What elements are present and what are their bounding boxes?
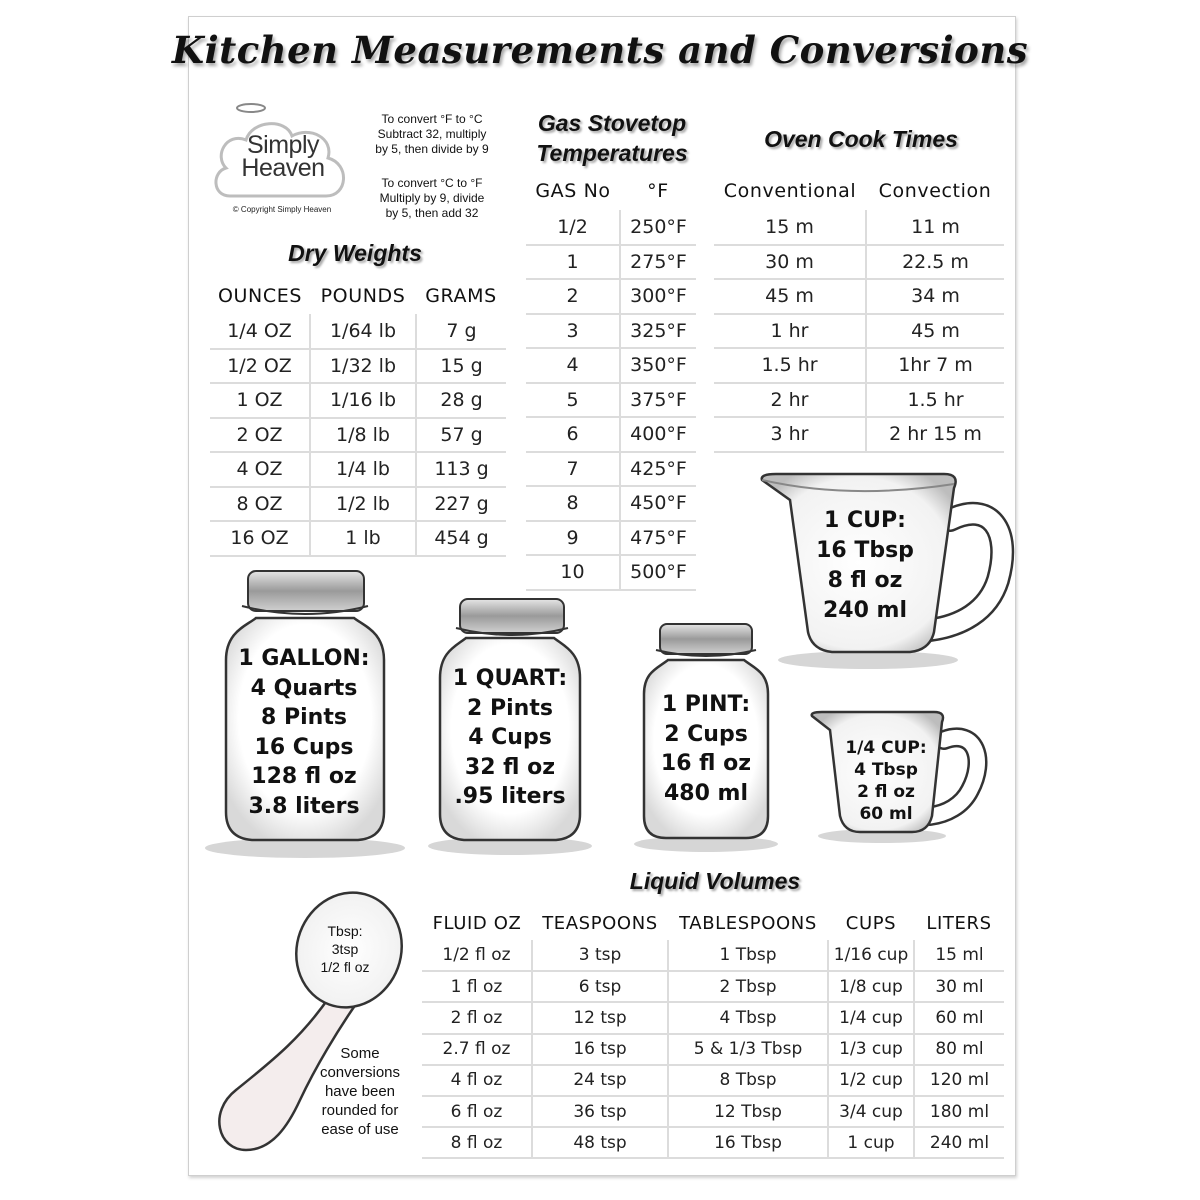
table-row <box>210 418 506 453</box>
table-cell: 16 OZ <box>210 521 310 556</box>
table-cell: 2 fl oz <box>422 1002 532 1033</box>
table-cell: 454 g <box>416 521 506 556</box>
table-cell: 4 <box>526 348 620 383</box>
table-cell: 9 <box>526 521 620 556</box>
table-cell: 30 m <box>714 245 866 280</box>
rounding-note-line: Some <box>340 1045 380 1062</box>
table-row <box>526 279 696 314</box>
table-cell: 400°F <box>620 417 696 452</box>
column-header: CUPS <box>845 912 897 934</box>
cup-line: 240 ml <box>822 598 908 623</box>
table-cell: 1 Tbsp <box>668 940 828 971</box>
table-cell: 1hr 7 m <box>866 348 1004 383</box>
gallon-label <box>222 644 386 821</box>
table-cell: 8 Tbsp <box>668 1065 828 1096</box>
pint-label <box>644 690 768 808</box>
table-row <box>526 521 696 556</box>
rounding-note <box>300 1044 420 1139</box>
table-cell: 4 OZ <box>210 452 310 487</box>
table-cell: 6 <box>526 417 620 452</box>
table-cell: 250°F <box>620 210 696 245</box>
tbsp-line: Tbsp: <box>327 923 363 939</box>
f-to-c-line: Subtract 32, multiply <box>377 127 487 141</box>
tbsp-line: 3tsp <box>331 941 359 957</box>
table-cell: 12 tsp <box>532 1002 668 1033</box>
table-cell: 6 fl oz <box>422 1096 532 1127</box>
table-cell: 34 m <box>866 279 1004 314</box>
table-cell: 1/64 lb <box>310 314 416 349</box>
dry-weights-body <box>210 314 506 556</box>
table-cell: 8 <box>526 486 620 521</box>
c-to-f-title: To convert °C to °F <box>381 176 483 190</box>
c-to-f-note <box>362 176 502 221</box>
table-cell: 1/2 fl oz <box>422 940 532 971</box>
table-cell: 7 <box>526 452 620 487</box>
table-cell: 16 tsp <box>532 1034 668 1065</box>
liquid-body <box>422 940 1004 1158</box>
table-row <box>210 349 506 384</box>
table-cell: 28 g <box>416 383 506 418</box>
table-cell: 1/3 cup <box>828 1034 914 1065</box>
table-cell: 15 g <box>416 349 506 384</box>
rounding-note-line: have been <box>324 1083 396 1100</box>
page-title: Kitchen Measurements and Conversions <box>171 28 1029 72</box>
table-cell: 1.5 hr <box>714 348 866 383</box>
table-row <box>714 348 1004 383</box>
f-to-c-title: To convert °F to °C <box>381 112 483 126</box>
table-cell: 1/8 lb <box>310 418 416 453</box>
table-cell: 1/16 cup <box>828 940 914 971</box>
table-cell: 1/2 OZ <box>210 349 310 384</box>
column-header: TEASPOONS <box>542 912 658 934</box>
tbsp-line: 1/2 fl oz <box>320 959 370 975</box>
table-cell: 375°F <box>620 383 696 418</box>
table-cell: 4 Tbsp <box>668 1002 828 1033</box>
table-row <box>210 487 506 522</box>
quart-line: 32 fl oz <box>464 754 556 780</box>
copyright: © Copyright Simply Heaven <box>232 205 332 214</box>
cup-line: 1 CUP: <box>824 508 906 533</box>
f-to-c-note <box>362 112 502 157</box>
table-row <box>526 417 696 452</box>
column-header: FLUID OZ <box>432 912 522 934</box>
logo <box>222 131 344 182</box>
table-cell: 15 m <box>714 210 866 245</box>
table-cell: 48 tsp <box>532 1127 668 1158</box>
table-row <box>422 971 1004 1002</box>
column-header: °F <box>647 180 669 202</box>
table-cell: 2 hr <box>714 383 866 418</box>
column-header: Convection <box>878 180 992 202</box>
table-cell: 16 Tbsp <box>668 1127 828 1158</box>
table-cell: 1.5 hr <box>866 383 1004 418</box>
f-to-c-line: by 5, then divide by 9 <box>375 142 489 156</box>
tbsp-label <box>300 922 390 976</box>
table-cell: 425°F <box>620 452 696 487</box>
table-row <box>714 383 1004 418</box>
quart-line: 1 QUART: <box>452 666 568 691</box>
quarter-cup-label <box>826 737 946 825</box>
table-cell: 6 tsp <box>532 971 668 1002</box>
column-header: POUNDS <box>320 285 406 307</box>
table-cell: 1/16 lb <box>310 383 416 418</box>
table-cell: 3 tsp <box>532 940 668 971</box>
gallon-line: 4 Quarts <box>250 675 358 701</box>
logo-line-2: Heaven <box>241 154 325 182</box>
table-row <box>714 210 1004 245</box>
table-row <box>714 314 1004 349</box>
table-row <box>210 452 506 487</box>
table-cell: 1/2 lb <box>310 487 416 522</box>
table-row <box>526 245 696 280</box>
table-cell: 11 m <box>866 210 1004 245</box>
table-row <box>422 1096 1004 1127</box>
gas-title <box>510 108 714 168</box>
table-row <box>526 486 696 521</box>
table-cell: 22.5 m <box>866 245 1004 280</box>
table-cell: 1 lb <box>310 521 416 556</box>
pint-line: 2 Cups <box>664 721 748 747</box>
table-cell: 60 ml <box>914 1002 1004 1033</box>
table-cell: 325°F <box>620 314 696 349</box>
table-cell: 2 Tbsp <box>668 971 828 1002</box>
gas-body <box>526 210 696 590</box>
pint-line: 480 ml <box>663 780 749 806</box>
table-cell: 10 <box>526 555 620 590</box>
gallon-line: 16 Cups <box>254 734 354 760</box>
table-cell: 45 m <box>714 279 866 314</box>
table-cell: 3/4 cup <box>828 1096 914 1127</box>
table-cell: 2 hr 15 m <box>866 417 1004 452</box>
table-cell: 8 fl oz <box>422 1127 532 1158</box>
dry-weights-title: Dry Weights <box>288 240 422 266</box>
table-cell: 45 m <box>866 314 1004 349</box>
table-row <box>714 279 1004 314</box>
table-cell: 300°F <box>620 279 696 314</box>
table-cell: 15 ml <box>914 940 1004 971</box>
gallon-line: 1 GALLON: <box>238 646 370 671</box>
pint-line: 1 PINT: <box>661 692 751 717</box>
column-header: Conventional <box>723 180 857 202</box>
quart-line: .95 liters <box>454 784 566 809</box>
table-row <box>526 452 696 487</box>
table-cell: 4 fl oz <box>422 1065 532 1096</box>
gas-title-line: Gas Stovetop <box>537 110 687 136</box>
dry-weights-table <box>210 278 506 557</box>
cup-line: 8 fl oz <box>827 568 903 593</box>
table-cell: 2.7 fl oz <box>422 1034 532 1065</box>
table-cell: 7 g <box>416 314 506 349</box>
table-row <box>714 417 1004 452</box>
column-header: GRAMS <box>425 285 497 307</box>
column-header: OUNCES <box>217 285 302 307</box>
table-row <box>422 1002 1004 1033</box>
cup-label <box>780 506 950 626</box>
table-cell: 57 g <box>416 418 506 453</box>
quarter-cup-line: 1/4 CUP: <box>845 738 927 758</box>
table-cell: 113 g <box>416 452 506 487</box>
table-cell: 350°F <box>620 348 696 383</box>
quarter-cup-line: 60 ml <box>859 804 913 824</box>
column-header: LITERS <box>926 912 992 934</box>
table-cell: 80 ml <box>914 1034 1004 1065</box>
oven-table <box>714 172 1004 453</box>
table-cell: 1 OZ <box>210 383 310 418</box>
oven-body <box>714 210 1004 452</box>
table-cell: 8 OZ <box>210 487 310 522</box>
rounding-note-line: ease of use <box>321 1121 399 1138</box>
table-cell: 227 g <box>416 487 506 522</box>
table-cell: 3 hr <box>714 417 866 452</box>
table-cell: 3 <box>526 314 620 349</box>
table-cell: 1/4 lb <box>310 452 416 487</box>
oven-title: Oven Cook Times <box>764 126 958 152</box>
table-cell: 275°F <box>620 245 696 280</box>
column-header: TABLESPOONS <box>679 912 817 934</box>
table-cell: 2 OZ <box>210 418 310 453</box>
cup-line: 16 Tbsp <box>816 538 914 563</box>
table-cell: 500°F <box>620 555 696 590</box>
quarter-cup-line: 4 Tbsp <box>854 760 918 780</box>
liquid-table <box>422 906 1004 1159</box>
table-cell: 36 tsp <box>532 1096 668 1127</box>
c-to-f-line: Multiply by 9, divide <box>379 191 485 205</box>
gallon-line: 128 fl oz <box>251 764 357 789</box>
table-row <box>526 210 696 245</box>
table-cell: 180 ml <box>914 1096 1004 1127</box>
liquid-title: Liquid Volumes <box>629 868 801 894</box>
table-cell: 240 ml <box>914 1127 1004 1158</box>
table-row <box>526 314 696 349</box>
table-cell: 1/2 cup <box>828 1065 914 1096</box>
table-row <box>422 1065 1004 1096</box>
rounding-note-line: rounded for <box>321 1102 399 1119</box>
table-cell: 120 ml <box>914 1065 1004 1096</box>
table-row <box>422 1127 1004 1158</box>
table-cell: 1 hr <box>714 314 866 349</box>
gas-table <box>526 172 696 591</box>
table-cell: 2 <box>526 279 620 314</box>
table-cell: 1/8 cup <box>828 971 914 1002</box>
table-cell: 1 fl oz <box>422 971 532 1002</box>
rounding-note-line: conversions <box>319 1064 401 1081</box>
quart-label <box>440 664 580 812</box>
table-row <box>714 245 1004 280</box>
table-cell: 5 <box>526 383 620 418</box>
table-row <box>210 383 506 418</box>
table-cell: 1/32 lb <box>310 349 416 384</box>
table-row <box>526 383 696 418</box>
table-cell: 30 ml <box>914 971 1004 1002</box>
table-row <box>526 555 696 590</box>
table-row <box>210 521 506 556</box>
table-cell: 12 Tbsp <box>668 1096 828 1127</box>
pint-line: 16 fl oz <box>660 751 752 776</box>
table-row <box>210 314 506 349</box>
table-row <box>422 940 1004 971</box>
table-cell: 450°F <box>620 486 696 521</box>
table-cell: 1 cup <box>828 1127 914 1158</box>
table-cell: 1/2 <box>526 210 620 245</box>
logo-line-1: Simply <box>246 131 319 159</box>
table-row <box>526 348 696 383</box>
column-header: GAS No <box>535 180 611 202</box>
table-cell: 1/4 OZ <box>210 314 310 349</box>
gallon-line: 3.8 liters <box>248 793 360 819</box>
table-cell: 1/4 cup <box>828 1002 914 1033</box>
table-cell: 1 <box>526 245 620 280</box>
c-to-f-line: by 5, then add 32 <box>385 206 479 220</box>
quart-line: 4 Cups <box>468 725 552 750</box>
table-cell: 24 tsp <box>532 1065 668 1096</box>
gallon-line: 8 Pints <box>261 705 347 730</box>
gas-title-line: Temperatures <box>536 140 688 166</box>
quarter-cup-line: 2 fl oz <box>857 782 915 802</box>
table-cell: 5 & 1/3 Tbsp <box>668 1034 828 1065</box>
table-cell: 475°F <box>620 521 696 556</box>
cup-shadow <box>778 651 958 669</box>
table-row <box>422 1034 1004 1065</box>
quart-line: 2 Pints <box>467 695 553 721</box>
